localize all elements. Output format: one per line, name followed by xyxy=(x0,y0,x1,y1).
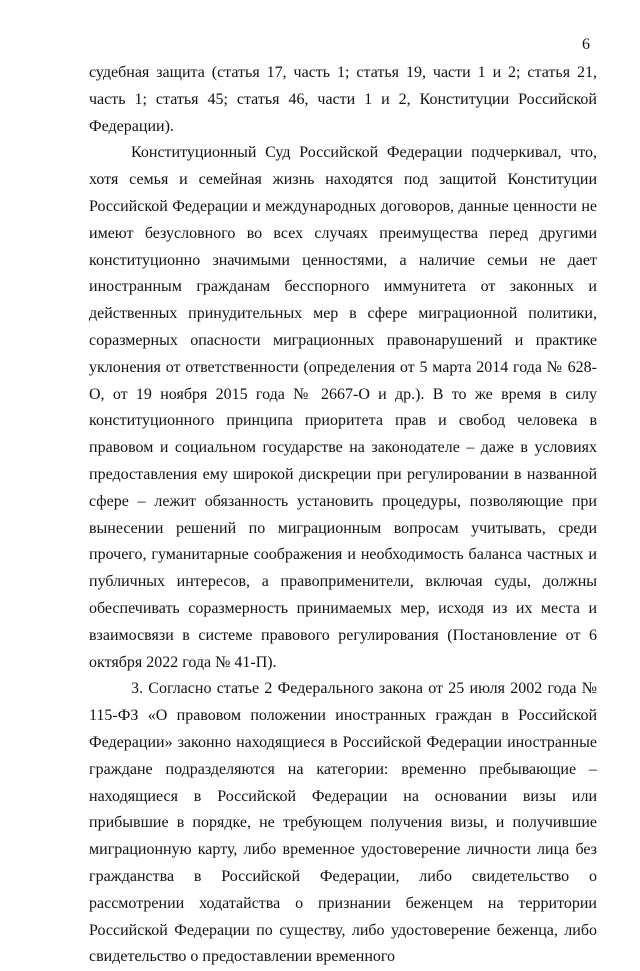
paragraph-constitutional-court: Конституционный Суд Российской Федерации подчеркивал, что, хотя семья и семейная жизнь находятся под защитой Конституции Российской Федерации и международных договоров, данные ценности не имеют безусловного во всех случаях преимущества перед другими конституционно значимыми ценностями, а наличие семьи не дает иностранным гражданам бесспорного иммунитета от законных и действенных принудительных мер в сфере миграционной политики, соразмерных опасности миграционных правонарушений и практике уклонения от ответственности (определения от 5 марта 2014 года № 628-О, от 19 ноября 2015 года № 2667-О и др.). В то же время в силу конституционного принципа приоритета прав и свобод человека в правовом и социальном государстве на законодателе – даже в условиях предоставления ему широкой дискреции при регулировании в названной сфере – лежит обязанность установить процедуры, позволяющие при вынесении решений по миграционным вопросам учитывать, среди прочего, гуманитарные соображения и необходимость баланса частных и публичных интересов, а правоприменители, включая суды, должны обеспечивать соразмерность принимаемых мер, исходя из их места и взаимосвязи в системе правового регулирования (Постановление от 6 октября 2022 года № 41-П). xyxy=(89,144,597,671)
paragraph-continuation: судебная защита (статья 17, часть 1; статья 19, части 1 и 2; статья 21, часть 1; статья 45; статья 46, части 1 и 2, Конституции Российской Федерации). xyxy=(89,64,597,135)
paragraph-federal-law: 3. Согласно статье 2 Федерального закона от 25 июля 2002 года № 115-ФЗ «О правовом положении иностранных граждан в Российской Федерации» законно находящиеся в Российской Федерации иностранные граждане подразделяются на категории: временно пребывающие – находящиеся в Российской Федерации на основании визы или прибывшие в порядке, не требующем получения визы, и получившие миграционную карту, либо временное удостоверение личности лица без гражданства в Российской Федерации, либо свидетельство о рассмотрении ходатайства о признании беженцем на территории Российской Федерации по существу, либо удостоверение беженца, либо свидетельство о предоставлении временного xyxy=(89,680,597,966)
page-number: 6 xyxy=(582,36,590,53)
document-body xyxy=(89,60,597,971)
